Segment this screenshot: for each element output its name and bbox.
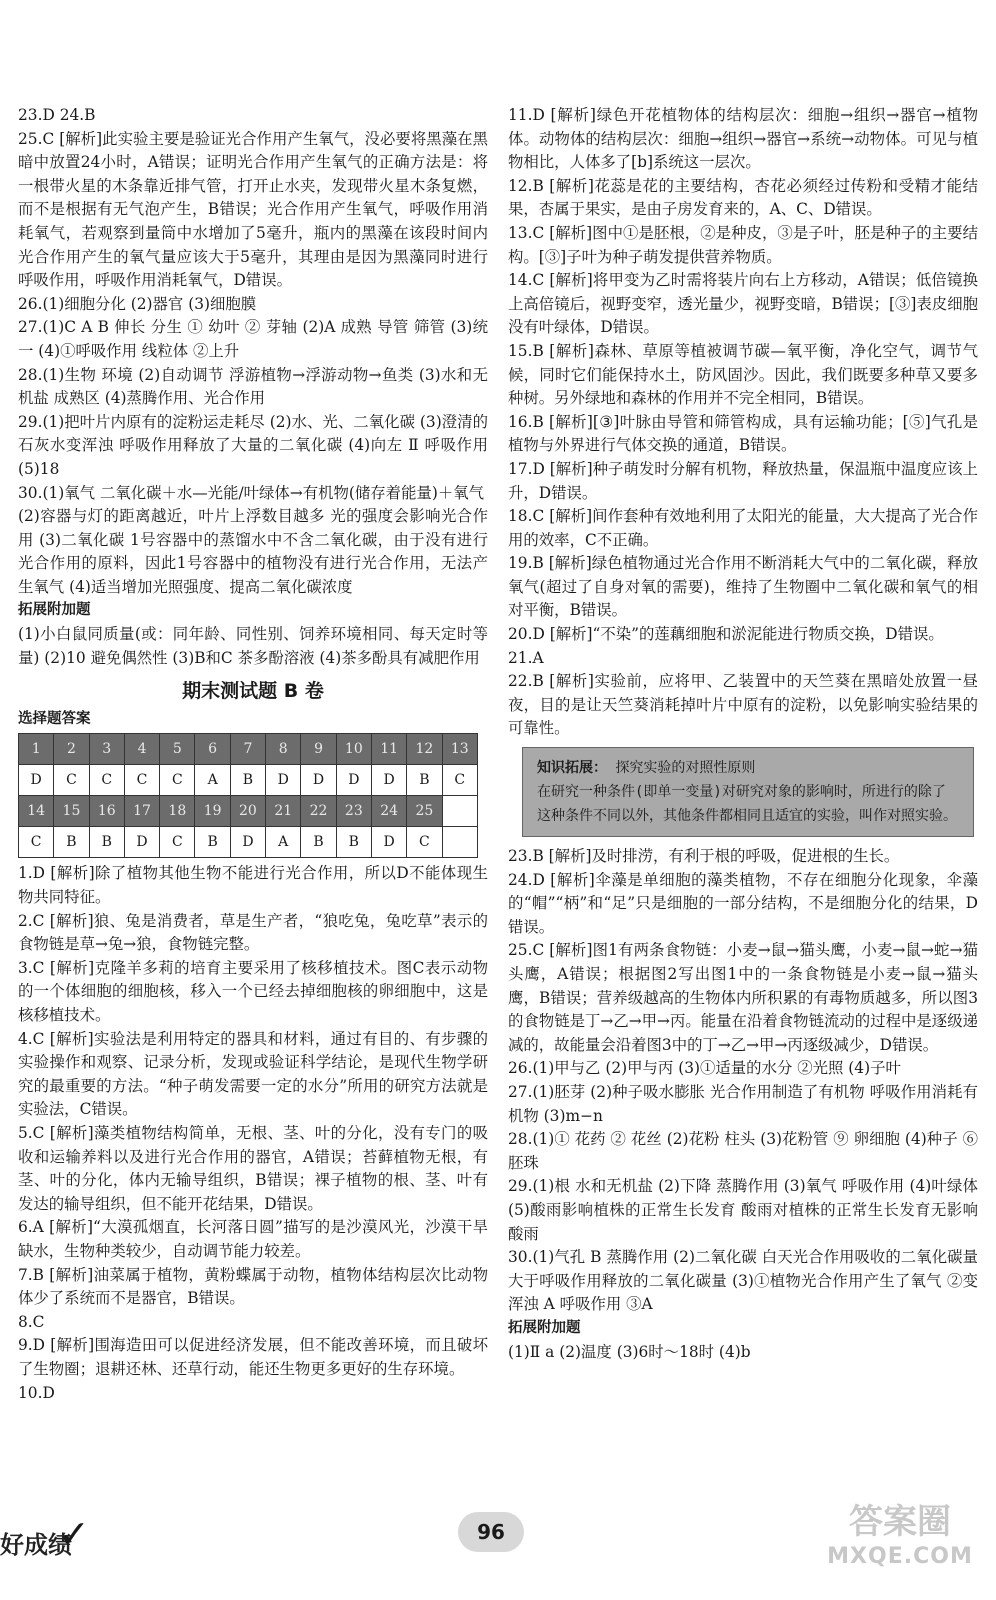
table-cell: B bbox=[407, 765, 442, 796]
table-cell: 8 bbox=[266, 734, 301, 765]
table-cell: C bbox=[89, 765, 124, 796]
table-cell: D bbox=[301, 765, 336, 796]
table-cell: D bbox=[371, 827, 406, 858]
table-cell: B bbox=[195, 827, 230, 858]
table-cell: D bbox=[124, 827, 159, 858]
choice-answer-title: 选择题答案 bbox=[18, 710, 91, 727]
answer-item: 5.C [解析]藻类植物结构简单，无根、茎、叶的分化，没有专门的吸收和运输养料以及进行光合作用的器官，A错误；苔藓植物无根，有茎、叶的分化，体内无输导组织，B错误；裸子植物的根、茎、叶有发达的输导组织，但不能开花结果，D错误。 bbox=[18, 1123, 488, 1213]
table-cell: C bbox=[160, 765, 195, 796]
answer-item: 25.C [解析]图1有两条食物链：小麦→鼠→猫头鹰，小麦→鼠→蛇→猫头鹰，A错误；根据图2写出图1中的一条食物链是小麦→鼠→猫头鹰，B错误；营养级越高的生物体内所积累的有毒物质越多，所以图3的食物链是丁→乙→甲→丙。能量在沿着食物链流动的过程中是逐级递减的，故能量会沿着图3中的丁→乙→甲→丙逐级减少，D错误。 bbox=[508, 941, 978, 1054]
choice-answer-table bbox=[18, 733, 478, 858]
extra-title: 拓展附加题 bbox=[508, 1319, 581, 1336]
knowledge-body: 在研究一种条件(即单一变量)对研究对象的影响时，所进行的除了这种条件不同以外，其他条件都相同且适宜的实验，叫作对照实验。 bbox=[537, 784, 957, 825]
table-cell: 22 bbox=[301, 796, 336, 827]
right-column bbox=[508, 104, 978, 1364]
answer-item: 30.(1)气孔 B 蒸腾作用 (2)二氧化碳 白天光合作用吸收的二氧化碳量大于呼吸作用释放的二氧化碳量 (3)①植物光合作用产生了氧气 ②变浑浊 A 呼吸作用 ③A bbox=[508, 1248, 978, 1314]
answer-item: 26.(1)细胞分化 (2)器官 (3)细胞膜 bbox=[18, 294, 257, 313]
table-cell: 20 bbox=[230, 796, 265, 827]
table-cell: 10 bbox=[336, 734, 371, 765]
answer-item: 23.B [解析]及时排涝，有利于根的呼吸，促进根的生长。 bbox=[508, 847, 900, 866]
answer-item: 20.D [解析]“不染”的莲藕细胞和淤泥能进行物质交换，D错误。 bbox=[508, 625, 944, 644]
table-cell: 2 bbox=[54, 734, 89, 765]
answer-item: 27.(1)C A B 伸长 分生 ① 幼叶 ② 芽轴 (2)A 成熟 导管 筛管 (3)统一 (4)①呼吸作用 线粒体 ②上升 bbox=[18, 318, 488, 360]
table-cell: 15 bbox=[54, 796, 89, 827]
table-cell: D bbox=[371, 765, 406, 796]
table-cell: C bbox=[19, 827, 54, 858]
answer-item: 12.B [解析]花蕊是花的主要结构，杏花必须经过传粉和受精才能结果，杏属于果实，是由子房发育来的，A、C、D错误。 bbox=[508, 176, 978, 219]
answer-item: 10.D bbox=[18, 1383, 55, 1402]
section-title: 期末测试题 B 卷 bbox=[182, 680, 324, 703]
table-cell: C bbox=[407, 827, 442, 858]
table-cell: D bbox=[266, 765, 301, 796]
answer-item: 21.A bbox=[508, 648, 544, 667]
answer-item: 15.B [解析]森林、草原等植被调节碳—氧平衡，净化空气，调节气候，同时它们能保持水土，防风固沙。因此，我们既要多种草又要多种树。另外绿地和森林的作用并不完全相同，B错误。 bbox=[508, 341, 978, 408]
table-cell: 4 bbox=[124, 734, 159, 765]
answer-item: 11.D [解析]绿色开花植物体的结构层次：细胞→组织→器官→植物体。动物体的结构层次：细胞→组织→器官→系统→动物体。可见与植物相比，人体多了[b]系统这一层次。 bbox=[508, 106, 978, 172]
answer-item: 14.C [解析]将甲变为乙时需将装片向右上方移动，A错误；低倍镜换上高倍镜后，视野变窄，透光量少，视野变暗，B错误；[③]表皮细胞没有叶绿体，D错误。 bbox=[508, 271, 978, 337]
table-cell: 13 bbox=[442, 734, 477, 765]
answer-item: 4.C [解析]实验法是利用特定的器具和材料，通过有目的、有步骤的实验操作和观察、记录分析，发现或验证科学结论，是现代生物学研究的最重要的方法。“种子萌发需要一定的水分”所用的研究方法就是实验法，C错误。 bbox=[18, 1029, 488, 1119]
table-cell: C bbox=[124, 765, 159, 796]
table-cell: B bbox=[89, 827, 124, 858]
watermark-text: 答案圈 bbox=[849, 1502, 951, 1542]
page-number: 96 bbox=[458, 1512, 524, 1552]
answer-item: 28.(1)生物 环境 (2)自动调节 浮游植物→浮游动物→鱼类 (3)水和无机盐 成熟区 (4)蒸腾作用、光合作用 bbox=[18, 365, 488, 408]
knowledge-subtitle: 探究实验的对照性原则 bbox=[615, 760, 756, 777]
answer-item: 6.A [解析]“大漠孤烟直，长河落日圆”描写的是沙漠风光，沙漠干旱缺水，生物种类较少，自动调节能力较差。 bbox=[18, 1218, 488, 1260]
answer-item: (1)小白鼠同质量(或：同年龄、同性别、饲养环境相同、每天定时等量) (2)10 避免偶然性 (3)B和C 茶多酚溶液 (4)茶多酚具有减肥作用 bbox=[18, 625, 488, 667]
answer-item: 16.B [解析][③]叶脉由导管和筛管构成，具有运输功能；[⑤]气孔是植物与外界进行气体交换的通道，B错误。 bbox=[508, 412, 978, 455]
table-row bbox=[19, 765, 478, 796]
table-row bbox=[19, 734, 478, 765]
answer-item: 26.(1)甲与乙 (2)甲与丙 (3)①适量的水分 ②光照 (4)子叶 bbox=[508, 1059, 901, 1078]
table-cell: 25 bbox=[407, 796, 442, 827]
table-cell bbox=[442, 827, 477, 858]
checkmark-icon: ✓ bbox=[58, 1512, 90, 1556]
table-row bbox=[19, 827, 478, 858]
table-cell: C bbox=[160, 827, 195, 858]
answer-item: 3.C [解析]克隆羊多莉的培育主要采用了核移植技术。图C表示动物的一个体细胞的细胞核，移入一个已经去掉细胞核的卵细胞中，这是核移植技术。 bbox=[18, 958, 488, 1024]
answer-item: 22.B [解析]实验前，应将甲、乙装置中的天竺葵在黑暗处放置一昼夜，目的是让天竺葵消耗掉叶片中原有的淀粉，以免影响实验结果的可靠性。 bbox=[508, 672, 978, 738]
table-cell: A bbox=[195, 765, 230, 796]
table-cell: 9 bbox=[301, 734, 336, 765]
answer-item: 29.(1)根 水和无机盐 (2)下降 蒸腾作用 (3)氧气 呼吸作用 (4)叶绿体 (5)酸雨影响植株的正常生长发育 酸雨对植株的正常生长发育无影响 酸雨 bbox=[508, 1177, 978, 1243]
table-cell: 24 bbox=[371, 796, 406, 827]
answer-item: 30.(1)氧气 二氧化碳＋水—光能/叶绿体→有机物(储存着能量)＋氧气 bbox=[18, 483, 485, 502]
table-cell: 3 bbox=[89, 734, 124, 765]
table-cell: 16 bbox=[89, 796, 124, 827]
answer-item: 24.D [解析]伞藻是单细胞的藻类植物，不存在细胞分化现象，伞藻的“帽”“柄”和“足”只是细胞的一部分结构，不是细胞分化的结果，D错误。 bbox=[508, 870, 978, 936]
table-cell: 7 bbox=[230, 734, 265, 765]
answer-item: 29.(1)把叶片内原有的淀粉运走耗尽 (2)水、光、二氧化碳 (3)澄清的石灰水变浑浊 呼吸作用释放了大量的二氧化碳 (4)向左 Ⅱ 呼吸作用 (5)18 bbox=[18, 412, 488, 478]
table-cell: 23 bbox=[336, 796, 371, 827]
watermark-url: MXQE.COM bbox=[827, 1544, 973, 1569]
table-cell: 14 bbox=[19, 796, 54, 827]
table-cell: 19 bbox=[195, 796, 230, 827]
table-cell: 17 bbox=[124, 796, 159, 827]
answer-item: 8.C bbox=[18, 1312, 45, 1331]
table-cell: D bbox=[19, 765, 54, 796]
answer-item: 25.C [解析]此实验主要是验证光合作用产生氧气，没必要将黑藻在黑暗中放置24小时，A错误；证明光合作用产生氧气的正确方法是：将一根带火星的木条靠近排气管，打开止水夹，发现带火星木条复燃，而不是根据有无气泡产生，B错误；光合作用产生氧气，呼吸作用消耗氧气，若观察到量筒中水增加了5毫升，瓶内的黑藻在该段时间内光合作用产生的氧气量应该大于5毫升，其理由是因为黑藻同时进行呼吸作用，呼吸作用消耗氧气，D错误。 bbox=[18, 129, 488, 290]
table-cell: 18 bbox=[160, 796, 195, 827]
table-cell: D bbox=[230, 827, 265, 858]
table-cell: 5 bbox=[160, 734, 195, 765]
table-cell: A bbox=[266, 827, 301, 858]
table-cell: D bbox=[336, 765, 371, 796]
answer-item: 17.D [解析]种子萌发时分解有机物，释放热量，保温瓶中温度应该上升，D错误。 bbox=[508, 459, 978, 502]
answer-item: 27.(1)胚芽 (2)种子吸水膨胀 光合作用制造了有机物 呼吸作用消耗有机物 (3)m−n bbox=[508, 1082, 978, 1125]
answer-item: 18.C [解析]间作套种有效地利用了太阳光的能量，大大提高了光合作用的效率，C不正确。 bbox=[508, 507, 978, 549]
table-cell: 1 bbox=[19, 734, 54, 765]
table-cell: 21 bbox=[266, 796, 301, 827]
answer-item: 28.(1)① 花药 ② 花丝 (2)花粉 柱头 (3)花粉管 ⑨ 卵细胞 (4)种子 ⑥ 胚珠 bbox=[508, 1130, 978, 1172]
table-cell: C bbox=[442, 765, 477, 796]
table-cell: B bbox=[336, 827, 371, 858]
answer-item: 7.B [解析]油菜属于植物，黄粉蝶属于动物，植物体结构层次比动物体少了系统而不是器官，B错误。 bbox=[18, 1265, 488, 1308]
answer-item: 2.C [解析]狼、兔是消费者，草是生产者，“狼吃兔，兔吃草”表示的食物链是草→兔→狼，食物链完整。 bbox=[18, 911, 488, 954]
left-column bbox=[18, 104, 488, 1405]
knowledge-box bbox=[522, 747, 974, 837]
answer-item: 13.C [解析]图中①是胚根，②是种皮，③是子叶，胚是种子的主要结构。[③]子叶为种子萌发提供营养物质。 bbox=[508, 223, 978, 266]
answer-item: 9.D [解析]围海造田可以促进经济发展，但不能改善环境，而且破坏了生物圈；退耕还林、还草行动，能还生物更多更好的生存环境。 bbox=[18, 1336, 488, 1378]
answer-item: (1)Ⅱ a (2)温度 (3)6时～18时 (4)b bbox=[508, 1342, 751, 1361]
answer-item: (2)容器与灯的距离越近，叶片上浮数目越多 光的强度会影响光合作用 (3)二氧化碳 1号容器中的蒸馏水中不含二氧化碳，由于没有进行光合作用的原料，因此1号容器中的植物没有进行光合作用，无法产生氧气 (4)适当增加光照强度、提高二氧化碳浓度 bbox=[18, 507, 488, 596]
table-row bbox=[19, 796, 478, 827]
watermark bbox=[820, 1500, 980, 1580]
answer-item: 23.D 24.B bbox=[18, 106, 96, 124]
answer-item: 1.D [解析]除了植物其他生物不能进行光合作用，所以D不能体现生物共同特征。 bbox=[18, 864, 488, 907]
table-cell: C bbox=[54, 765, 89, 796]
table-cell: 6 bbox=[195, 734, 230, 765]
table-cell: 12 bbox=[407, 734, 442, 765]
table-cell: 11 bbox=[371, 734, 406, 765]
brand-logo: 好成绩 bbox=[0, 1531, 72, 1559]
table-cell: B bbox=[230, 765, 265, 796]
answer-item: 19.B [解析]绿色植物通过光合作用不断消耗大气中的二氧化碳，释放氧气(超过了自身对氧的需要)，维持了生物圈中二氧化碳和氧气的相对平衡，B错误。 bbox=[508, 554, 978, 620]
extra-title: 拓展附加题 bbox=[18, 602, 91, 619]
table-cell bbox=[442, 796, 477, 827]
table-cell: B bbox=[54, 827, 89, 858]
table-cell: B bbox=[301, 827, 336, 858]
knowledge-title: 知识拓展： bbox=[537, 760, 607, 777]
